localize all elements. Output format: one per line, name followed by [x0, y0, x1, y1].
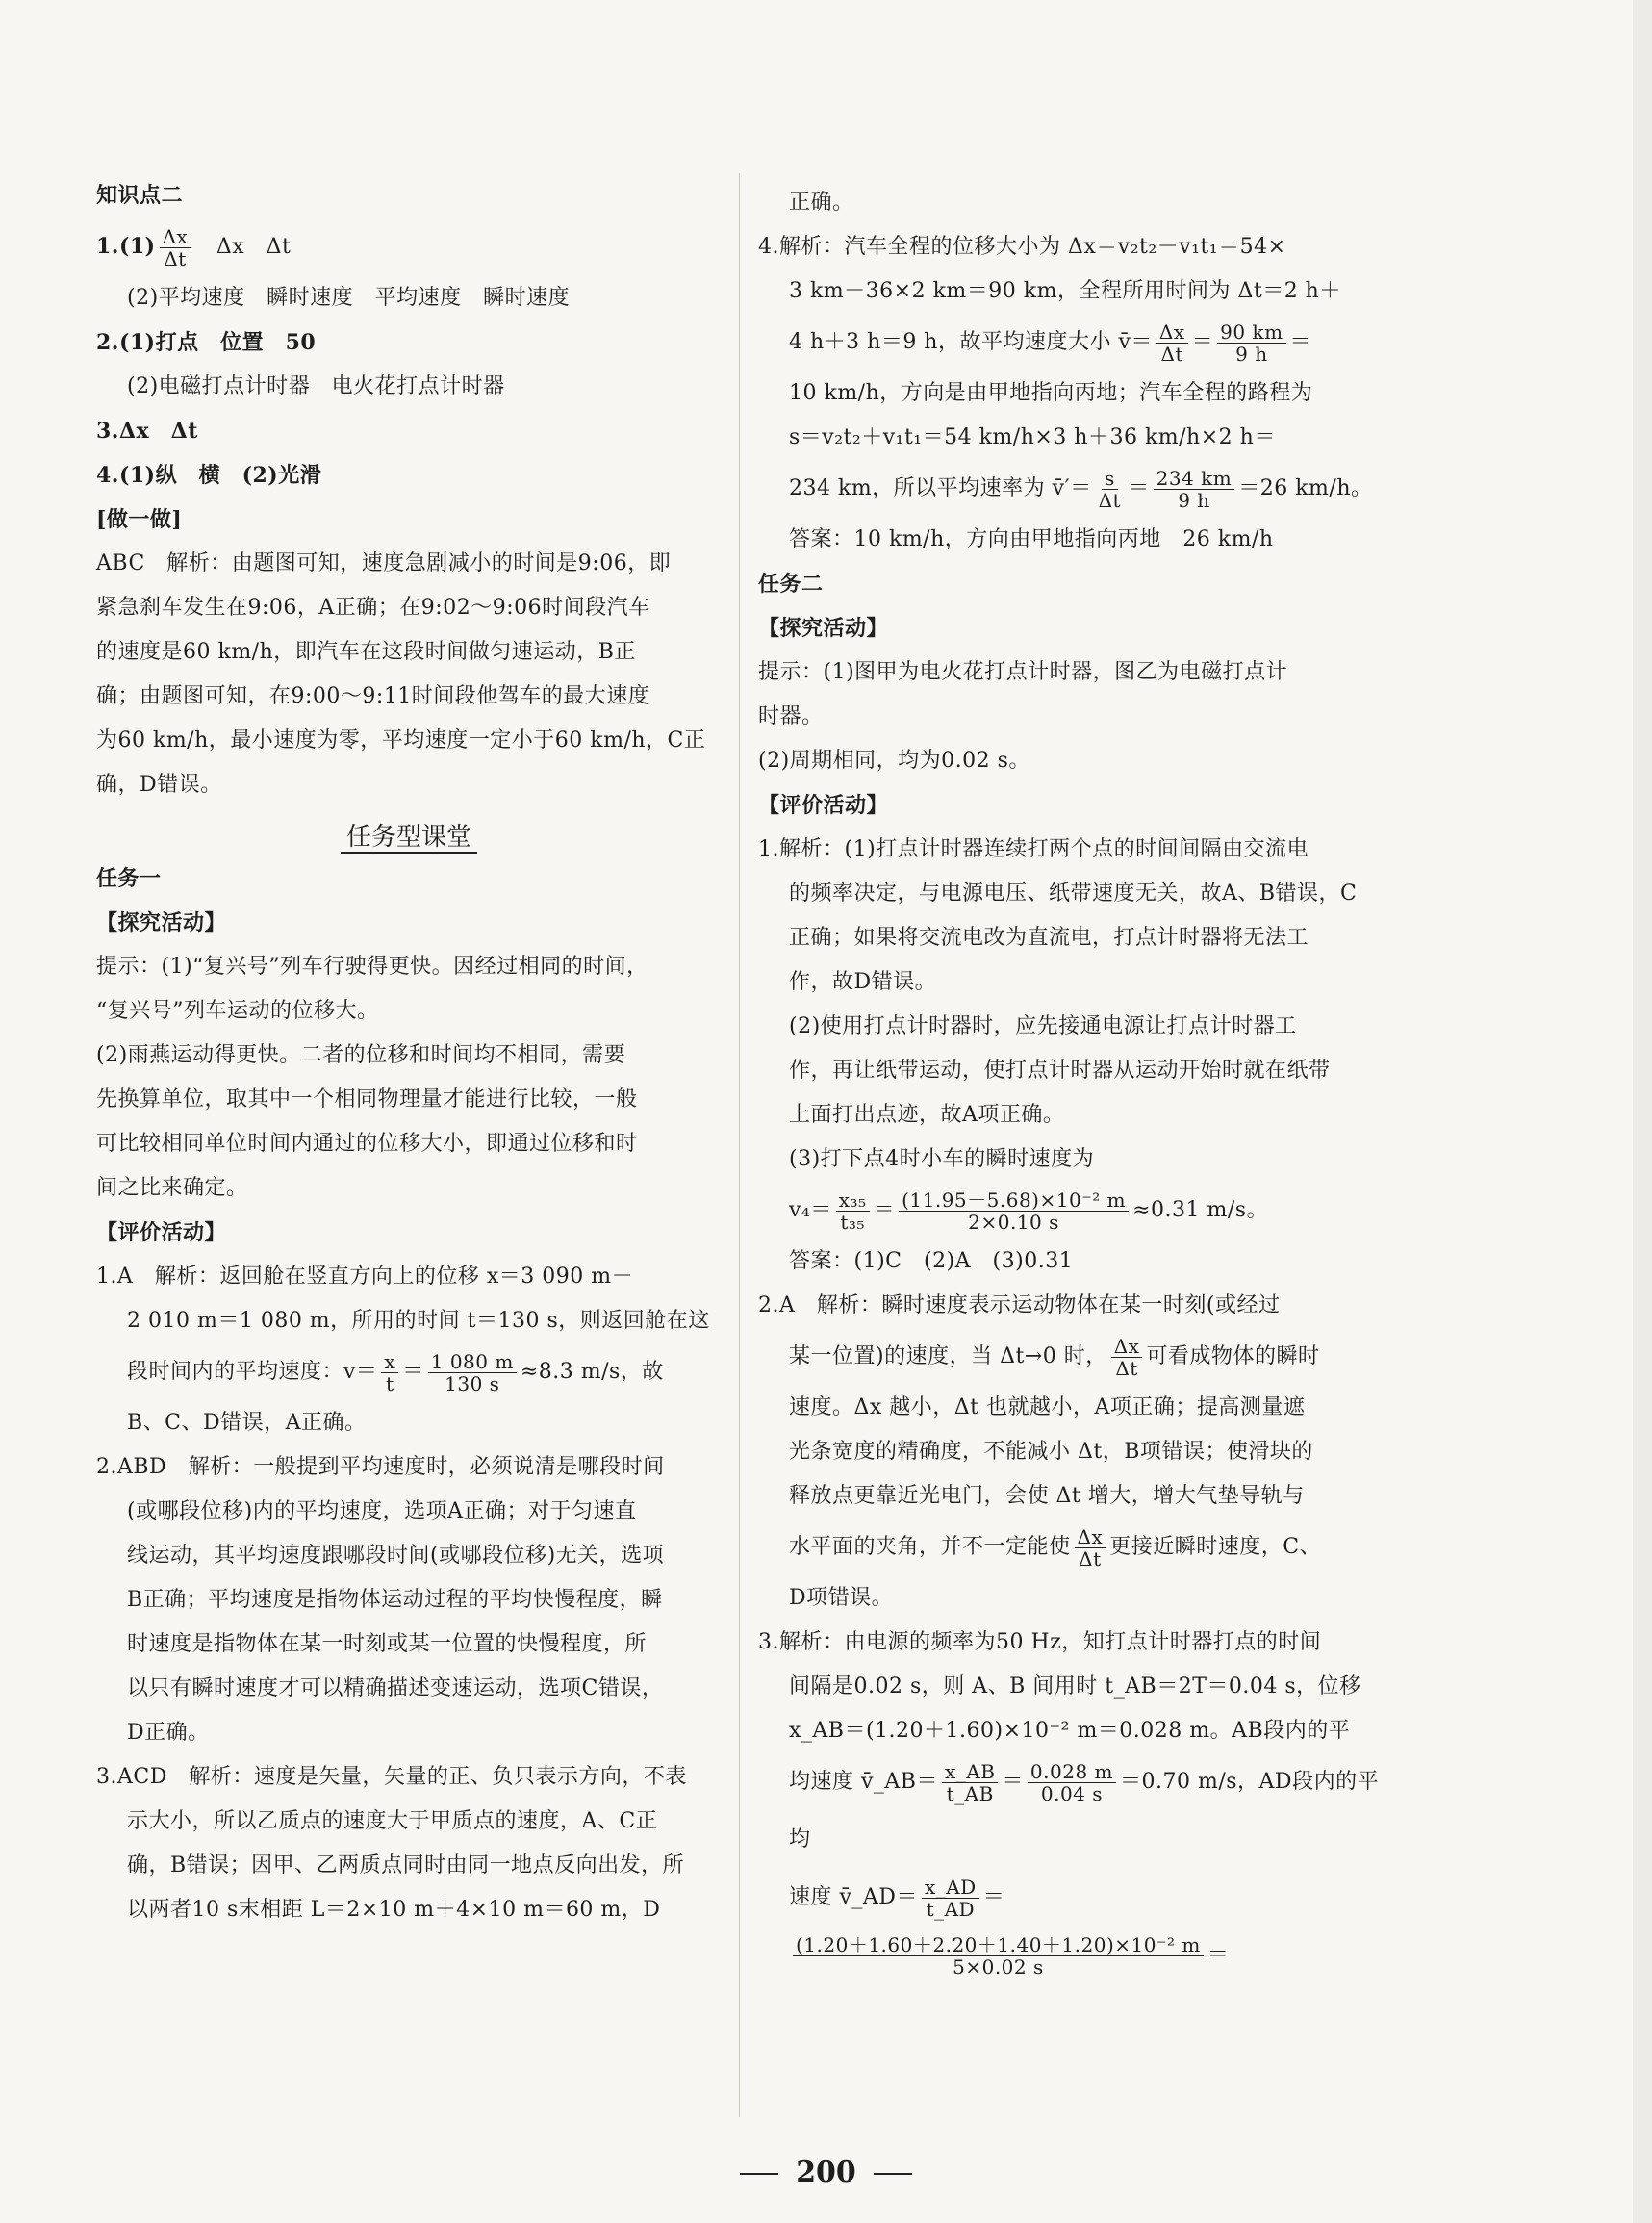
text-line: (3)打下点4时小车的瞬时速度为: [789, 1147, 1095, 1171]
text-line: 速度。Δx 越小，Δt 也就越小，A项正确；提高测量遮: [789, 1395, 1306, 1419]
fraction: [1028, 1761, 1116, 1804]
text-line: 以两者10 s末相距 L＝2×10 m＋4×10 m＝60 m，D: [127, 1898, 661, 1922]
numerator: 1 080 m: [428, 1351, 517, 1373]
dash-left: [740, 2173, 778, 2175]
text-line: 示大小，所以乙质点的速度大于甲质点的速度，A、C正: [127, 1809, 658, 1833]
task-heading: 任务二: [758, 572, 824, 597]
denominator: Δt: [1115, 1356, 1138, 1380]
formula-line: [758, 314, 1384, 371]
text: 可看成物体的瞬时: [1146, 1344, 1320, 1368]
formula-line: [758, 1753, 1384, 1869]
text: 234 km，所以平均速率为 v̄′＝: [789, 476, 1092, 500]
denominator: Δt: [1098, 488, 1122, 512]
text-line: 正确；如果将交流电改为直流电，打点计时器将无法工: [789, 926, 1309, 950]
text: ＝0.70 m/s，AD段内的平均: [789, 1770, 1380, 1852]
text: v₄＝: [789, 1198, 832, 1222]
text-line: 上面打出点迹，故A项正确。: [789, 1103, 1065, 1127]
text-line: 确，D错误。: [96, 773, 222, 797]
text-line: (2)雨燕运动得更快。二者的位移和时间均不相同，需要: [96, 1043, 626, 1067]
text-line: x_AB＝(1.20＋1.60)×10⁻² m＝0.028 m。AB段内的平: [789, 1719, 1351, 1743]
text: 速度 v̄_AD＝: [789, 1885, 918, 1909]
text-line: 时速度是指物体在某一时刻或某一位置的快慢程度，所: [127, 1632, 648, 1656]
text-line: 确，B错误；因甲、乙两质点同时由同一地点反向出发，所: [127, 1853, 685, 1878]
question-4: [758, 225, 1384, 562]
text-line: 以只有瞬时速度才可以精确描述变速运动，选项C错误，: [127, 1676, 664, 1700]
fraction: [160, 226, 191, 269]
answer-line: 3.Δx Δt: [96, 419, 198, 444]
text-line: 10 km/h，方向是由甲地指向丙地；汽车全程的路程为: [789, 381, 1313, 405]
left-column: [96, 173, 722, 1932]
dash-right: [874, 2173, 912, 2175]
fraction: [836, 1189, 870, 1233]
text-line: (2)周期相同，均为0.02 s。: [758, 749, 1030, 773]
numerator: (11.95－5.68)×10⁻² m: [899, 1189, 1129, 1212]
numerator: x_AB: [942, 1761, 998, 1783]
text: ＝: [402, 1360, 424, 1384]
numerator: Δx: [160, 226, 191, 248]
formula-line: [758, 460, 1384, 518]
column-divider: [739, 173, 740, 2117]
section-title: [96, 817, 722, 853]
text-line: 间隔是0.02 s，则 A、B 间用时 t_AB＝2T＝0.04 s，位移: [789, 1674, 1361, 1699]
text-line: D项错误。: [789, 1586, 894, 1610]
page-number: [0, 2156, 1652, 2189]
text-line: 为60 km/h，最小速度为零，平均速度一定小于60 km/h，C正: [96, 728, 706, 753]
text-line: 3.ACD 解析：速度是矢量，矢量的正、负只表示方向，不表: [96, 1765, 687, 1789]
text: 水平面的夹角，并不一定能使: [789, 1535, 1071, 1559]
fraction: [1111, 1336, 1143, 1379]
fraction: [922, 1877, 979, 1920]
fraction: [1154, 468, 1235, 511]
right-column: [758, 181, 1384, 1984]
text-line: 光条宽度的精确度，不能减小 Δt，B项错误；使滑块的: [789, 1440, 1313, 1464]
text-line: 3.解析：由电源的频率为50 Hz，知打点计时器打点的时间: [758, 1630, 1322, 1654]
text: 段时间内的平均速度：v＝: [127, 1360, 378, 1384]
text: ≈8.3 m/s，故: [520, 1360, 664, 1384]
evaluation-activity-heading: 【评价活动】: [96, 1220, 227, 1245]
text: ＝: [1002, 1770, 1024, 1794]
text-line: 2 010 m＝1 080 m，所用的时间 t＝130 s，则返回舱在这: [127, 1309, 710, 1333]
question-3: [96, 1755, 722, 1932]
text-line: B正确；平均速度是指物体运动过程的平均快慢程度，瞬: [127, 1588, 663, 1612]
denominator: Δt: [164, 246, 187, 270]
numerator: (1.20＋1.60＋2.20＋1.40＋1.20)×10⁻² m: [793, 1934, 1204, 1956]
text-line: 提示：(1)图甲为电火花打点计时器，图乙为电磁打点计: [758, 660, 1288, 684]
fraction: [899, 1189, 1129, 1233]
text-line: 提示：(1)“复兴号”列车行驶得更快。因经过相同的时间，: [96, 955, 648, 979]
formula-line: [758, 1869, 1384, 1984]
evaluation-activity-heading: 【评价活动】: [758, 793, 889, 818]
question-2: [96, 1445, 722, 1755]
text-line: s＝v₂t₂＋v₁t₁＝54 km/h×3 h＋36 km/h×2 h＝: [789, 425, 1276, 449]
answer-line: 答案：10 km/h，方向由甲地指向丙地 26 km/h: [789, 527, 1274, 551]
numerator: Δx: [1156, 321, 1188, 344]
denominator: Δt: [1079, 1546, 1102, 1571]
explore-activity-heading: 【探究活动】: [96, 910, 227, 935]
numerator: Δx: [1075, 1526, 1106, 1548]
task-heading: 任务一: [96, 866, 162, 891]
denominator: 2×0.10 s: [968, 1210, 1059, 1234]
heading-knowledge-point-2: 知识点二: [96, 183, 184, 208]
formula-line: [96, 1343, 722, 1401]
text: ＝: [1289, 330, 1312, 354]
denominator: 0.04 s: [1040, 1781, 1104, 1805]
answer-line: [96, 217, 722, 276]
fraction: [942, 1761, 998, 1804]
answer-text: Δx Δt: [216, 235, 292, 259]
numerator: x_AD: [922, 1877, 979, 1899]
eval-question-2: [758, 1284, 1384, 1621]
text-line: 正确。: [789, 191, 854, 215]
text-line: 可比较相同单位时间内通过的位移大小，即通过位移和时: [96, 1132, 638, 1156]
answer-line: (2)平均速度 瞬时速度 平均速度 瞬时速度: [127, 286, 571, 310]
numerator: x: [381, 1351, 398, 1373]
text: 某一位置)的速度，当 Δt→0 时，: [789, 1344, 1107, 1368]
text-line: 的速度是60 km/h，即汽车在这段时间做匀速运动，B正: [96, 640, 636, 664]
text: ＝: [1207, 1943, 1230, 1967]
text-line: “复兴号”列车运动的位移大。: [96, 999, 379, 1023]
fraction: [793, 1934, 1204, 1978]
text-line: ABC 解析：由题图可知，速度急剧减小的时间是9:06，即: [96, 551, 672, 575]
numerator: Δx: [1111, 1336, 1143, 1358]
scan-edge: [1633, 0, 1652, 2223]
text-line: 作，再让纸带运动，使打点计时器从运动开始时就在纸带: [789, 1059, 1331, 1083]
try-it-answer: [96, 542, 722, 807]
denominator: 5×0.02 s: [953, 1955, 1044, 1979]
numerator: 90 km: [1217, 321, 1285, 344]
text-line: 1.A 解析：返回舱在竖直方向上的位移 x＝3 090 m－: [96, 1265, 634, 1289]
text: ＝: [982, 1885, 1005, 1909]
denominator: 130 s: [445, 1371, 500, 1395]
text-line: 4.解析：汽车全程的位移大小为 Δx＝v₂t₂－v₁t₁＝54×: [758, 235, 1286, 259]
text-line: 时器。: [758, 704, 824, 728]
hint-block: [96, 945, 722, 1211]
text-line: 3 km－36×2 km＝90 km，全程所用时间为 Δt＝2 h＋: [789, 279, 1341, 303]
text-line: 作，故D错误。: [789, 970, 937, 994]
text: ＝: [1191, 330, 1214, 354]
denominator: t: [386, 1371, 394, 1395]
text-line: D正确。: [127, 1721, 210, 1745]
item-number: 1.(1): [96, 234, 156, 259]
fraction: [1217, 321, 1285, 365]
fraction: [1075, 1526, 1106, 1570]
text-line: 2.A 解析：瞬时速度表示运动物体在某一时刻(或经过: [758, 1293, 1281, 1317]
numerator: 0.028 m: [1028, 1761, 1116, 1783]
fraction: [428, 1351, 517, 1394]
text: 4 h＋3 h＝9 h，故平均速度大小 v̄＝: [789, 330, 1153, 354]
text-line: 线运动，其平均速度跟哪段时间(或哪段位移)无关，选项: [127, 1544, 665, 1568]
fraction: [1156, 321, 1188, 365]
text-line: 间之比来确定。: [96, 1176, 248, 1200]
text: 均速度 v̄_AB＝: [789, 1770, 938, 1794]
numerator: x₃₅: [836, 1189, 870, 1212]
explore-activity-heading: 【探究活动】: [758, 616, 889, 641]
text-line: (2)使用打点计时器时，应先接通电源让打点计时器工: [789, 1014, 1297, 1038]
denominator: 9 h: [1178, 488, 1210, 512]
text-line: 确；由题图可知，在9:00～9:11时间段他驾车的最大速度: [96, 684, 650, 708]
answer-line: (2)电磁打点计时器 电火花打点计时器: [127, 374, 505, 398]
text-line: 1.解析：(1)打点计时器连续打两个点的时间间隔由交流电: [758, 837, 1309, 861]
formula-line: [758, 1182, 1384, 1239]
text-line: 先换算单位，取其中一个相同物理量才能进行比较，一般: [96, 1087, 638, 1112]
fraction: [1096, 468, 1124, 511]
eval-question-3: [758, 1621, 1384, 1984]
answer-line: 答案：(1)C (2)A (3)0.31: [789, 1249, 1074, 1273]
text-line: 紧急刹车发生在9:06，A正确；在9:02～9:06时间段汽车: [96, 596, 650, 620]
denominator: t_AB: [946, 1781, 994, 1805]
section-title-text: 任务型课堂: [341, 823, 477, 854]
text: ＝26 km/h。: [1238, 476, 1373, 500]
text-line: B、C、D错误，A正确。: [127, 1411, 367, 1435]
page-number-text: 200: [796, 2156, 856, 2189]
numerator: s: [1102, 468, 1118, 490]
text-line: (或哪段位移)内的平均速度，选项A正确；对于匀速直: [127, 1499, 637, 1523]
formula-line: [758, 1328, 1384, 1386]
text-line: 释放点更靠近光电门，会使 Δt 增大，增大气垫导轨与: [789, 1484, 1305, 1508]
numerator: 234 km: [1154, 468, 1235, 490]
fraction: [381, 1351, 398, 1394]
denominator: t₃₅: [840, 1210, 865, 1234]
text: ＝: [873, 1198, 896, 1222]
text-line: 2.ABD 解析：一般提到平均速度时，必须说清是哪段时间: [96, 1455, 665, 1479]
formula-line: [758, 1519, 1384, 1576]
answer-line: 2.(1)打点 位置 50: [96, 330, 317, 355]
denominator: 9 h: [1235, 342, 1268, 366]
text: 更接近瞬时速度，C、: [1109, 1535, 1322, 1559]
question-1: [96, 1255, 722, 1445]
denominator: t_AD: [926, 1897, 976, 1921]
text: ＝: [1128, 476, 1150, 500]
text: ≈0.31 m/s。: [1132, 1198, 1269, 1222]
answer-line: 4.(1)纵 横 (2)光滑: [96, 463, 322, 488]
try-it-heading: [做一做]: [96, 507, 183, 532]
eval-question-1: [758, 828, 1384, 1284]
text-line: 的频率决定，与电源电压、纸带速度无关，故A、B错误，C: [789, 882, 1358, 906]
denominator: Δt: [1160, 342, 1184, 366]
